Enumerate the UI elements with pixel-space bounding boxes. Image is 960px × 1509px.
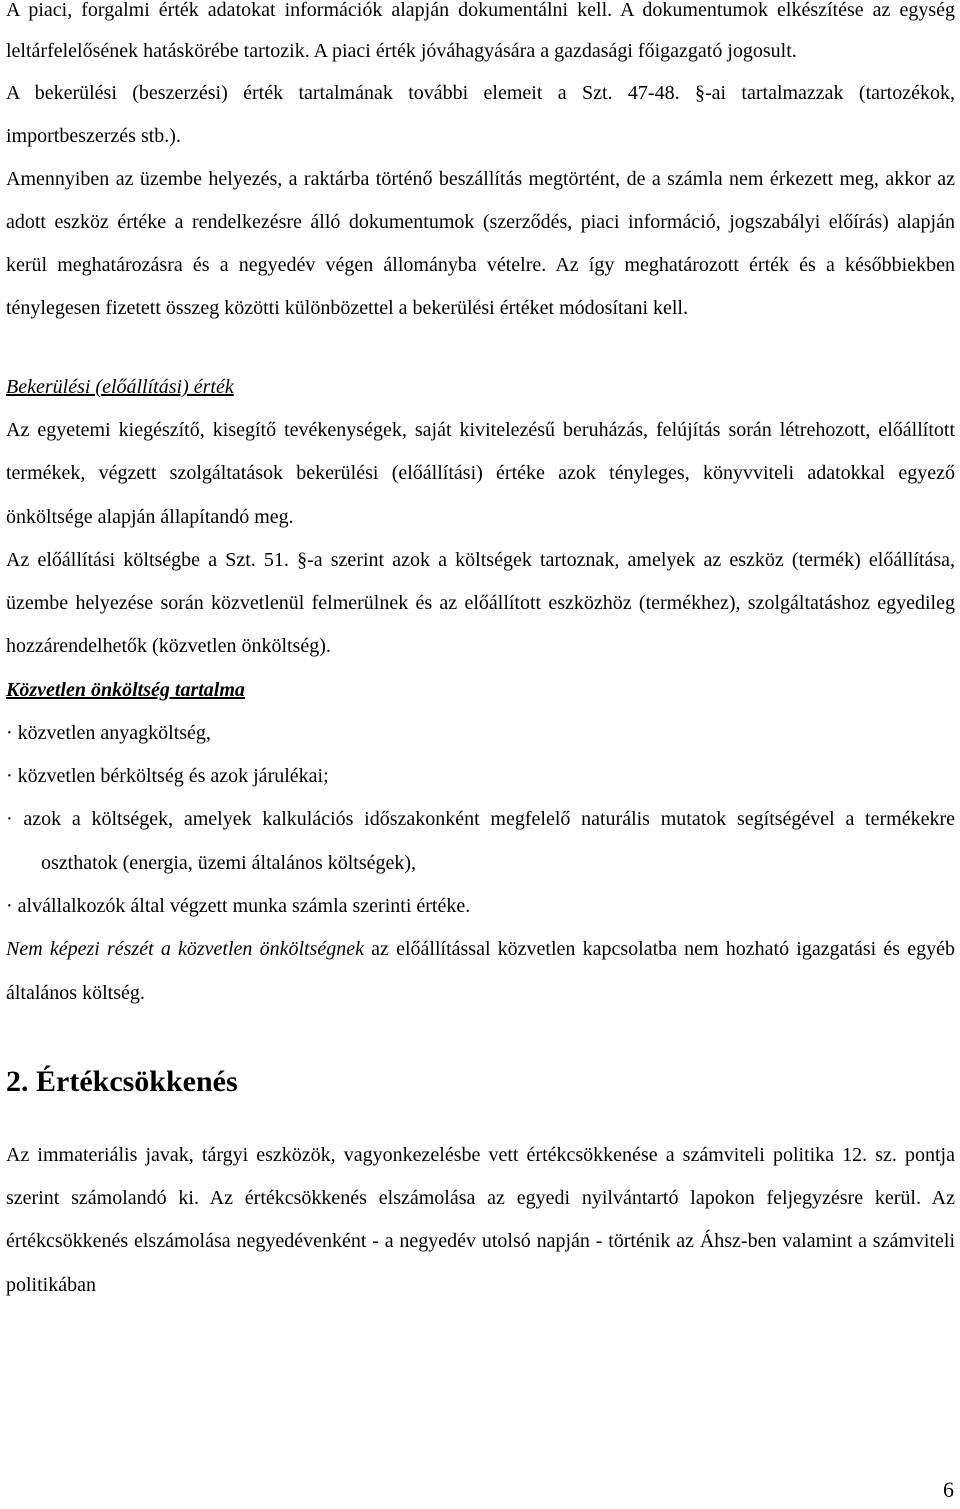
cost-list xyxy=(6,712,955,928)
list-item: · azok a költségek, amelyek kalkulációs időszakonként megfelelő naturális mutatok segítségével a termékekre oszthatok (energia, üzemi általános költségek), xyxy=(6,808,955,874)
paragraph-nem-kepezi xyxy=(6,928,955,1015)
section-title: 2. Értékcsökkenés xyxy=(6,1064,238,1098)
list-item: · közvetlen anyagköltség, xyxy=(6,721,211,744)
heading-bekerulesi-eloallitasi-ertek: Bekerülési (előállítási) érték xyxy=(6,376,234,398)
heading-kozvetlen-onkoltseg: Közvetlen önköltség tartalma xyxy=(6,678,245,701)
paragraph-egyetemi: Az egyetemi kiegészítő, kisegítő tevékenységek, saját kivitelezésű beruházás, felújítás során létrehozott, előállított termékek, végzett szolgáltatások bekerülési (előállítási) értéke azok tényleges, könyvviteli adatokkal egyező önköltsége alapján állapítandó meg. xyxy=(6,419,955,528)
paragraph-nem-kepezi-rest: az előállítással közvetlen kapcsolatba nem hozható igazgatási és egyéb általános költség. xyxy=(6,938,955,1004)
paragraph-bekerulesi-elemek: A bekerülési (beszerzési) érték tartalmának további elemeit a Szt. 47-48. §-ai tartalmazzak (tartozékok, importbeszerzés stb.). xyxy=(6,82,955,147)
list-item: · közvetlen bérköltség és azok járulékai; xyxy=(6,765,329,788)
paragraph-amennyiben: Amennyiben az üzembe helyezés, a raktárba történő beszállítás megtörtént, de a számla nem érkezett meg, akkor az adott eszköz értéke a rendelkezésre álló dokumentumok (szerződés, piaci információ, jogszabályi előírás) alapján kerül meghatározásra és a negyedév végen állományba vételre. Az így meghatározott érték és a későbbiekben ténylegesen fizetett összeg közötti különbözettel a bekerülési értéket módosítani kell. xyxy=(6,168,955,319)
emphasis-nem-kepezi: Nem képezi részét a közvetlen önköltségnek xyxy=(6,938,364,961)
page-number: 6 xyxy=(943,1477,954,1502)
paragraph-eloallitasi-koltseg: Az előállítási költségbe a Szt. 51. §-a szerint azok a költségek tartoznak, amelyek az eszköz (termék) előállítása, üzembe helyezése során közvetlenül felmerülnek és az előállított eszközhöz (termékhez), szolgáltatáshoz egyedileg hozzárendelhetők (közvetlen önköltség). xyxy=(6,548,955,658)
list-item: · alvállalkozók által végzett munka számla szerinti értéke. xyxy=(6,894,471,917)
document-page xyxy=(6,0,955,1307)
paragraph-ertekcsokkenes: Az immateriális javak, tárgyi eszközök, vagyonkezelésbe vett értékcsökkenése a számviteli politika 12. sz. pontja szerint számolandó ki. Az értékcsökkenés elszámolása az egyedi nyilvántartó lapokon feljegyzésre kerül. Az értékcsökkenés elszámolása negyedévenként - a negyedév utolsó napján - történik az Áhsz-ben valamint a számviteli politikában xyxy=(6,1143,955,1296)
paragraph-piaci-ertek: A piaci, forgalmi érték adatokat információk alapján dokumentálni kell. A dokumentumok elkészítése az egység leltárfelelősének hatáskörébe tartozik. A piaci érték jóváhagyására a gazdasági főigazgató jogosult. xyxy=(6,0,955,62)
